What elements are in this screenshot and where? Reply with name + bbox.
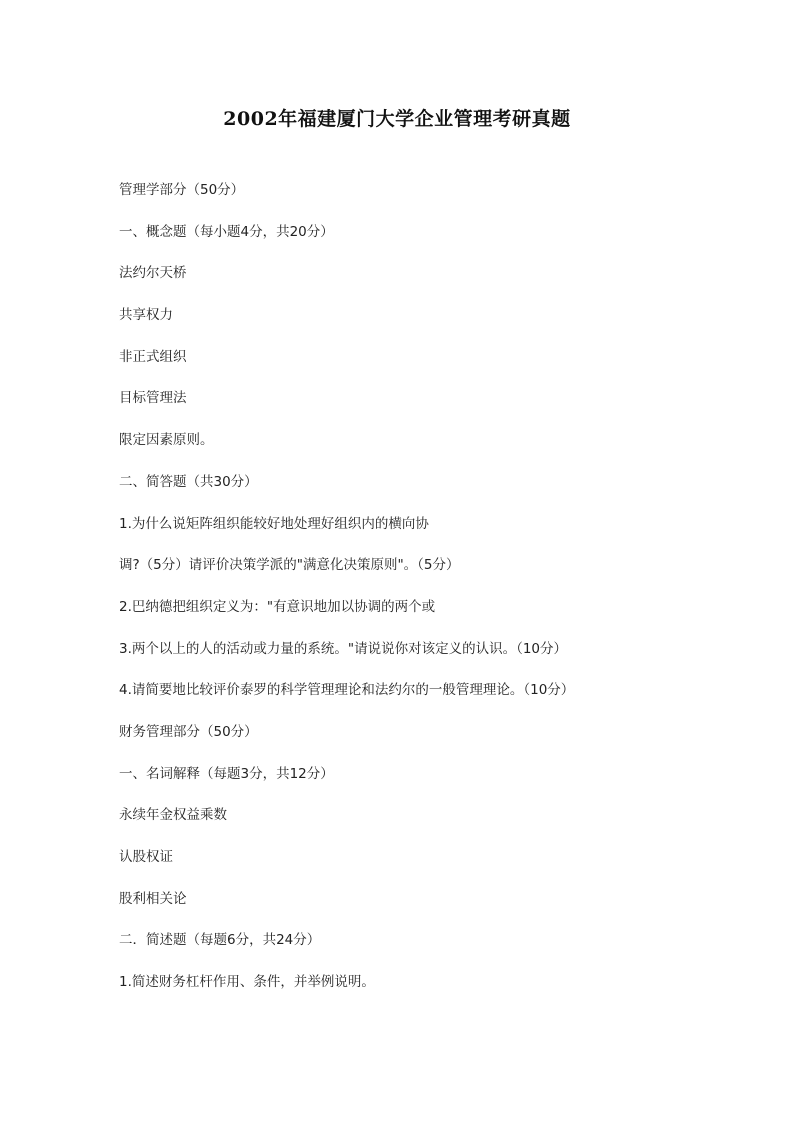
question-group-heading: 二．简述题（每题6分，共24分） — [119, 932, 321, 948]
term-item: 共享权力 — [119, 307, 173, 323]
question-text: 2.巴纳德把组织定义为："有意识地加以协调的两个或 — [119, 599, 436, 615]
question-text: 1.简述财务杠杆作用、条件，并举例说明。 — [119, 974, 375, 990]
question-group-heading: 二、简答题（共30分） — [119, 474, 258, 490]
question-text: 4.请简要地比较评价泰罗的科学管理理论和法约尔的一般管理理论。（10分） — [119, 682, 575, 698]
section-heading-finance: 财务管理部分（50分） — [119, 724, 258, 740]
term-item: 股利相关论 — [119, 891, 187, 907]
term-item: 法约尔天桥 — [119, 265, 187, 281]
section-heading-management: 管理学部分（50分） — [119, 182, 245, 198]
question-text: 3.两个以上的人的活动或力量的系统。"请说说你对该定义的认识。（10分） — [119, 641, 568, 657]
term-item: 永续年金权益乘数 — [119, 807, 227, 823]
term-item: 非正式组织 — [119, 349, 187, 365]
term-item: 目标管理法 — [119, 390, 187, 406]
question-group-heading: 一、名词解释（每题3分，共12分） — [119, 766, 334, 782]
question-group-heading: 一、概念题（每小题4分，共20分） — [119, 224, 334, 240]
question-text: 调?（5分）请评价决策学派的"满意化决策原则"。（5分） — [119, 557, 460, 573]
term-item: 认股权证 — [119, 849, 173, 865]
page-title: 2002年福建厦门大学企业管理考研真题 — [223, 108, 571, 130]
question-text: 1.为什么说矩阵组织能较好地处理好组织内的横向协 — [119, 516, 429, 532]
term-item: 限定因素原则。 — [119, 432, 214, 448]
